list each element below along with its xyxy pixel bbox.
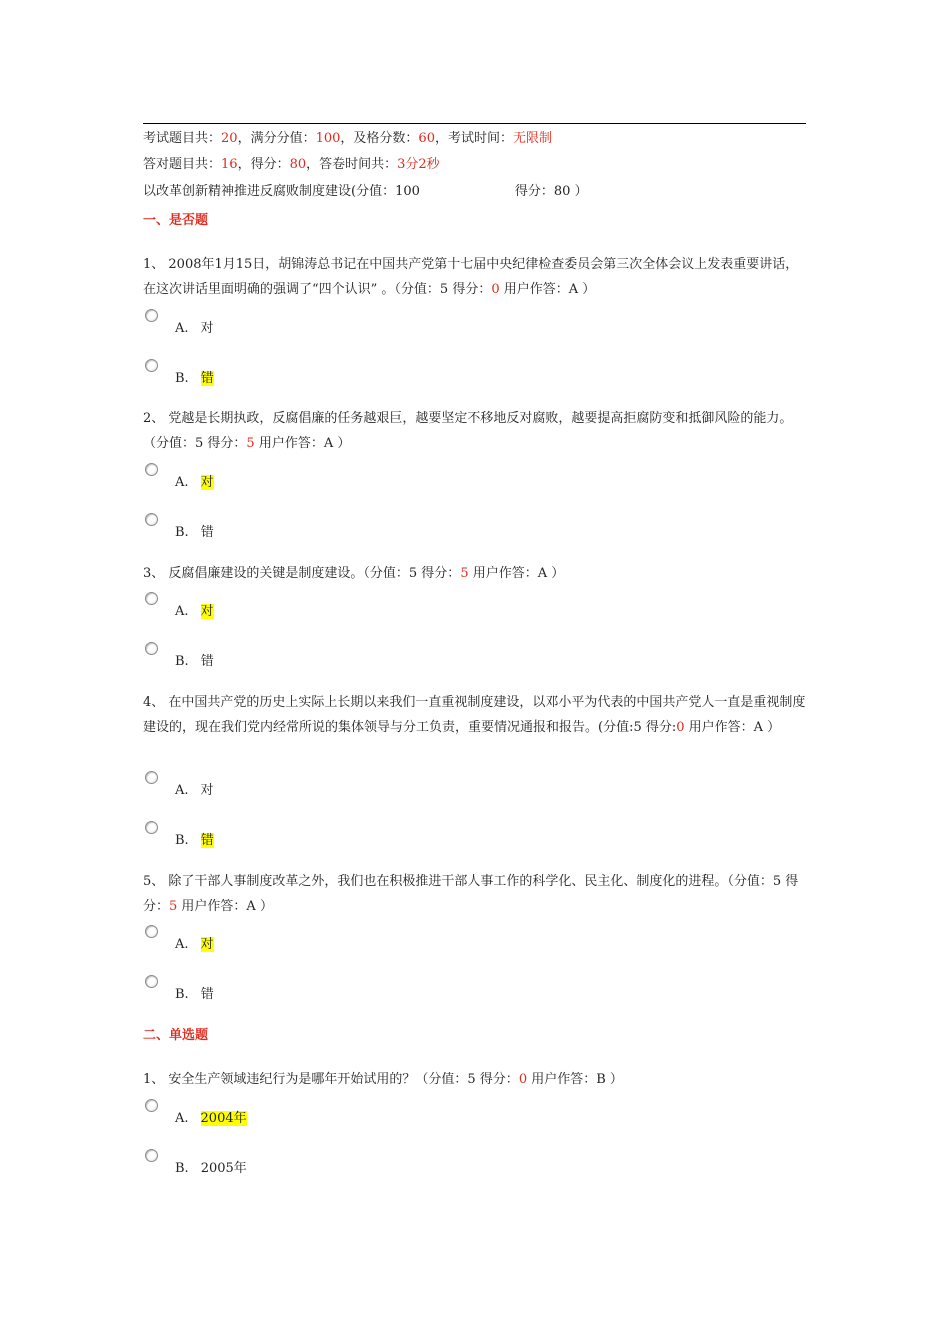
answer-duration: 3分2秒 [397,157,440,172]
correct-label: 答对题目共： [143,157,222,172]
total-label: 考试题目共： [143,131,222,146]
option-label: 错 [200,525,214,540]
question-score: 0 [676,720,685,735]
question-score: 0 [491,282,500,297]
exam-summary-line [143,129,552,149]
exam-score: 得分：80 ） [514,184,588,199]
question-text: 4、 在中国共产党的历史上实际上长期以来我们一直重视制度建设，以邓小平为代表的中国共产党人一直是重视制度建设的，现在我们党内经常所说的集体领导与分工负责，重要情况通报和报告。(分值:5 得分:0 用户作答：A ） [143,695,806,735]
correct-count: 16 [221,157,238,172]
question-score: 0 [518,1072,528,1087]
correct-option-label: 对 [200,937,214,952]
correct-option-label: 2004年 [200,1111,247,1126]
radio-button[interactable] [145,359,158,372]
radio-button[interactable] [145,925,158,938]
correct-option-label: 对 [200,604,214,619]
section-title: 一、是否题 [143,213,209,228]
option-label: 对 [200,783,214,798]
option-label: 错 [200,987,214,1002]
option-label: 对 [200,321,214,336]
total-count: 20 [221,131,238,146]
radio-button[interactable] [145,309,158,322]
radio-button[interactable] [145,592,158,605]
question-score: 5 [169,899,178,914]
duration-label: ，答卷时间共： [306,157,398,172]
exam-title: 以改革创新精神推进反腐败制度建设(分值：100 [143,184,420,199]
full-score-label: ，满分分值： [237,131,316,146]
full-score: 100 [315,131,341,146]
question-score: 5 [246,436,255,451]
radio-button[interactable] [145,821,158,834]
correct-option-label: 错 [200,833,214,848]
total-score: 80 [289,157,307,172]
option-label: 错 [200,654,214,669]
exam-title-line [143,182,588,202]
correct-option-label: 对 [200,475,214,490]
correct-option-label: 错 [200,371,214,386]
option-label: 2005年 [200,1161,247,1176]
question-text: 3、 反腐倡廉建设的关键是制度建设。（分值：5 得分：5 用户作答：A ） [143,566,565,581]
time-label: ，考试时间： [434,131,513,146]
radio-button[interactable] [145,642,158,655]
radio-button[interactable] [145,1099,158,1112]
question-score: 5 [460,566,469,581]
radio-button[interactable] [145,975,158,988]
pass-score: 60 [418,131,435,146]
section-title: 二、单选题 [143,1028,209,1043]
score-label: ，得分： [237,157,290,172]
radio-button[interactable] [145,771,158,784]
question-text: 1、 安全生产领域违纪行为是哪年开始试用的？（分值：5 得分：0 用户作答：B ） [143,1072,623,1087]
time-limit: 无限制 [512,131,552,146]
question-text: 1、 2008年1月15日，胡锦涛总书记在中国共产党第十七届中央纪律检查委员会第三次全体会议上发表重要讲话，在这次讲话里面明确的强调了“四个认识” 。（分值：5 得分：0 用户作答：A ） [143,257,799,297]
pass-score-label: ，及格分数： [340,131,419,146]
radio-button[interactable] [145,1149,158,1162]
question-text: 2、 党越是长期执政，反腐倡廉的任务越艰巨，越要坚定不移地反对腐败，越要提高拒腐防变和抵御风险的能力。（分值：5 得分：5 用户作答：A ） [143,411,793,451]
radio-button[interactable] [145,513,158,526]
result-summary-line [143,155,440,175]
top-divider [143,123,806,124]
question-text: 5、 除了干部人事制度改革之外，我们也在积极推进干部人事工作的科学化、民主化、制度化的进程。（分值：5 得分：5 用户作答：A ） [143,874,799,914]
radio-button[interactable] [145,463,158,476]
